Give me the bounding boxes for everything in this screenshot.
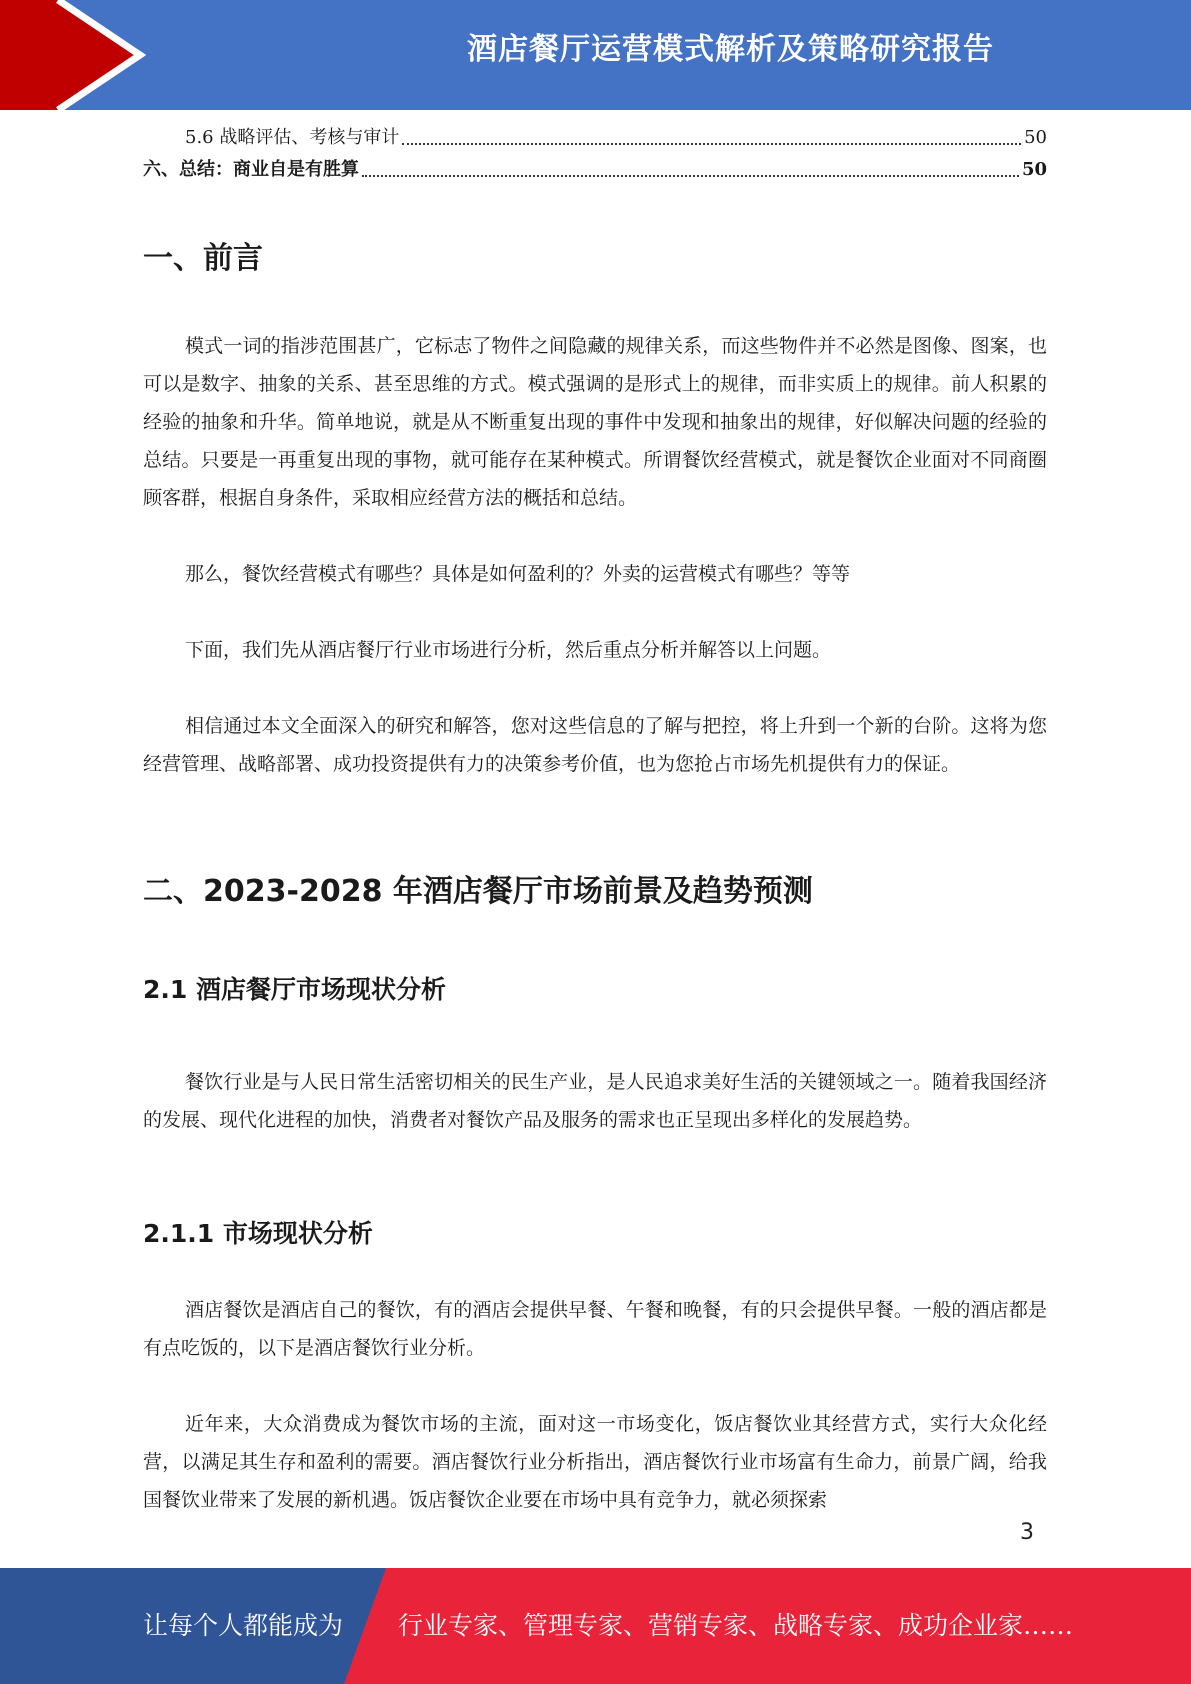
section-heading-preface: 一、前言: [143, 241, 263, 276]
toc-entry[interactable]: [143, 154, 1047, 186]
toc-leader: [402, 143, 1021, 145]
paragraph: 下面，我们先从酒店餐厅行业市场进行分析，然后重点分析并解答以上问题。: [185, 639, 832, 661]
footer-slogan-left: 让每个人都能成为: [143, 1611, 344, 1640]
page-number: 3: [1020, 1520, 1034, 1545]
page-footer: [0, 1568, 1191, 1684]
footer-slogan-right: 行业专家、管理专家、营销专家、战略专家、成功企业家……: [398, 1611, 1074, 1640]
page-content: [143, 122, 1047, 186]
toc-entry[interactable]: [143, 122, 1047, 154]
toc-entry-page: 50: [1024, 127, 1047, 148]
document-title: 酒店餐厅运营模式解析及策略研究报告: [467, 32, 994, 67]
paragraph: 酒店餐饮是酒店自己的餐饮，有的酒店会提供早餐、午餐和晚餐，有的只会提供早餐。一般的酒店都是有点吃饭的，以下是酒店餐饮行业分析。: [143, 1299, 1047, 1359]
paragraph: 模式一词的指涉范围甚广，它标志了物件之间隐藏的规律关系，而这些物件并不必然是图像、图案，也可以是数字、抽象的关系、甚至思维的方式。模式强调的是形式上的规律，而非实质上的规律。前人积累的经验的抽象和升华。简单地说，就是从不断重复出现的事件中发现和抽象出的规律，好似解决问题的经验的总结。只要是一再重复出现的事物，就可能存在某种模式。所谓餐饮经营模式，就是餐饮企业面对不同商圈顾客群，根据自身条件，采取相应经营方法的概括和总结。: [143, 335, 1047, 509]
subsection-heading: 2.1 酒店餐厅市场现状分析: [143, 975, 446, 1004]
toc-entry-page: 50: [1021, 159, 1047, 180]
section-heading-market-outlook: 二、2023-2028 年酒店餐厅市场前景及趋势预测: [143, 874, 813, 909]
paragraph: 那么，餐饮经营模式有哪些？具体是如何盈利的？外卖的运营模式有哪些？等等: [185, 563, 851, 585]
toc-leader: [362, 175, 1019, 177]
toc-entry-label: 5.6 战略评估、考核与审计: [185, 127, 400, 148]
paragraph: 相信通过本文全面深入的研究和解答，您对这些信息的了解与把控，将上升到一个新的台阶。这将为您经营管理、战略部署、成功投资提供有力的决策参考价值，也为您抢占市场先机提供有力的保证。: [143, 715, 1047, 775]
page-header: [0, 0, 1191, 110]
paragraph: 近年来，大众消费成为餐饮市场的主流，面对这一市场变化，饭店餐饮业其经营方式，实行大众化经营，以满足其生存和盈利的需要。酒店餐饮行业分析指出，酒店餐饮行业市场富有生命力，前景广阔，给我国餐饮业带来了发展的新机遇。饭店餐饮企业要在市场中具有竞争力，就必须探索: [143, 1413, 1047, 1511]
toc-entry-label: 六、总结：商业自是有胜算: [143, 159, 359, 180]
subsection-heading: 2.1.1 市场现状分析: [143, 1219, 373, 1248]
paragraph: 餐饮行业是与人民日常生活密切相关的民生产业，是人民追求美好生活的关键领域之一。随着我国经济的发展、现代化进程的加快，消费者对餐饮产品及服务的需求也正呈现出多样化的发展趋势。: [143, 1071, 1047, 1131]
